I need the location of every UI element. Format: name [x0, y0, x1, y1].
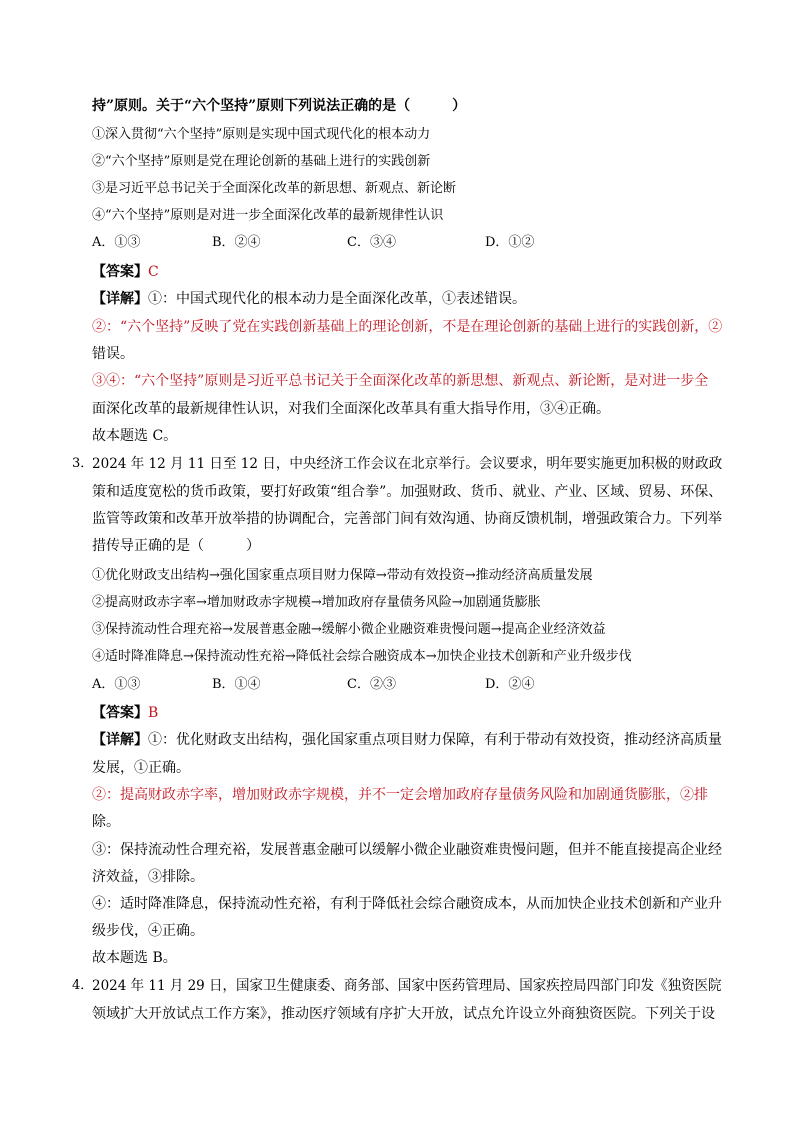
q2-option-a: A．①③	[92, 235, 141, 250]
q2-detail-3a: ③④：“六个坚持”原则是习近平总书记关于全面深化改革的新思想、新观点、新论断，是对进一步全	[92, 373, 709, 389]
q3-detail-3b: 济效益，③排除。	[92, 869, 204, 885]
q3-item-2: ②提高财政赤字率→增加财政赤字规模→增加政府存量债务风险→加剧通货膨胀	[92, 595, 541, 610]
q2-detail-2b: 错误。	[92, 346, 134, 362]
q3-option-b: B．①④	[212, 677, 261, 692]
q2-option-c: C．③④	[347, 235, 396, 250]
q3-answer	[92, 703, 158, 723]
q3-detail-2a: ②：提高财政赤字率，增加财政赤字规模，并不一定会增加政府存量债务风险和加剧通货膨胀，②排	[92, 787, 708, 803]
q2-answer	[92, 262, 159, 282]
q3-detail-1a	[92, 730, 722, 750]
q4-stem-2: 领域扩大开放试点工作方案》，推动医疗领域有序扩大开放，试点允许设立外商独资医院。下列关于设	[92, 1006, 715, 1022]
q3-stem-4: 措传导正确的是（ ）	[92, 538, 260, 554]
detail-label: 【详解】	[92, 291, 148, 307]
q2-option-b: B．②④	[212, 235, 261, 250]
detail-label: 【详解】	[92, 732, 148, 748]
detail-text: ①：优化财政支出结构，强化国家重点项目财力保障，有利于带动有效投资，推动经济高质量	[148, 732, 722, 748]
q3-number: 3．	[72, 456, 94, 471]
q3-option-d: D．②④	[485, 677, 535, 692]
q2-conclusion: 故本题选 C。	[92, 428, 178, 444]
q2-item-2: ②“六个坚持”原则是党在理论创新的基础上进行的实践创新	[92, 154, 431, 169]
q3-stem-3: 监管等政策和改革开放举措的协调配合，完善部门间有效沟通、协商反馈机制，增强政策合力。下列举	[92, 511, 722, 527]
q3-detail-4b: 级步伐，④正确。	[92, 923, 204, 939]
q2-stem: 持”原则。关于“六个坚持”原则下列说法正确的是（ ）	[92, 98, 467, 114]
q2-option-d: D．①②	[485, 235, 535, 250]
q3-item-3: ③保持流动性合理充裕→发展普惠金融→缓解小微企业融资难贵慢问题→提高企业经济效益	[92, 622, 606, 637]
q2-item-1: ①深入贯彻“六个坚持”原则是实现中国式现代化的根本动力	[92, 127, 431, 142]
answer-value: C	[148, 264, 159, 280]
q3-item-4: ④适时降准降息→保持流动性充裕→降低社会综合融资成本→加快企业技术创新和产业升级步伐	[92, 649, 632, 664]
q3-option-a: A．①③	[92, 677, 141, 692]
answer-label: 【答案】	[92, 705, 148, 721]
q2-item-4: ④“六个坚持”原则是对进一步全面深化改革的最新规律性认识	[92, 208, 444, 223]
q3-detail-2b: 除。	[92, 814, 120, 830]
answer-value: B	[148, 705, 159, 721]
answer-label: 【答案】	[92, 264, 148, 280]
q2-detail-3b: 面深化改革的最新规律性认识，对我们全面深化改革具有重大指导作用，③④正确。	[92, 401, 610, 417]
q3-option-c: C．②③	[347, 677, 396, 692]
detail-text: ①：中国式现代化的根本动力是全面深化改革，①表述错误。	[148, 291, 526, 307]
q3-conclusion: 故本题选 B。	[92, 950, 177, 966]
q2-detail-2a: ②：“六个坚持”反映了党在实践创新基础上的理论创新，不是在理论创新的基础上进行的实践创新，②	[92, 319, 723, 335]
q3-detail-3a: ③：保持流动性合理充裕，发展普惠金融可以缓解小微企业融资难贵慢问题，但并不能直接提高企业经	[92, 842, 722, 858]
q3-detail-1b: 发展，①正确。	[92, 760, 190, 776]
q2-item-3: ③是习近平总书记关于全面深化改革的新思想、新观点、新论断	[92, 181, 457, 196]
q2-detail-1	[92, 289, 526, 309]
q4-stem-1: 2024 年 11 月 29 日，国家卫生健康委、商务部、国家中医药管理局、国家疾控局四部门印发《独资医院	[92, 978, 722, 994]
q3-stem-1: 2024 年 12 月 11 日至 12 日，中央经济工作会议在北京举行。会议要求，明年要实施更加积极的财政政	[92, 456, 723, 472]
q3-stem-2: 策和适度宽松的货币政策，要打好政策“组合拳”。加强财政、货币、就业、产业、区域、贸易、环保、	[92, 484, 723, 500]
q3-item-1: ①优化财政支出结构→强化国家重点项目财力保障→带动有效投资→推动经济高质量发展	[92, 568, 593, 583]
q4-number: 4．	[72, 978, 94, 993]
q3-detail-4a: ④：适时降准降息，保持流动性充裕，有利于降低社会综合融资成本，从而加快企业技术创新和产业升	[92, 896, 722, 912]
